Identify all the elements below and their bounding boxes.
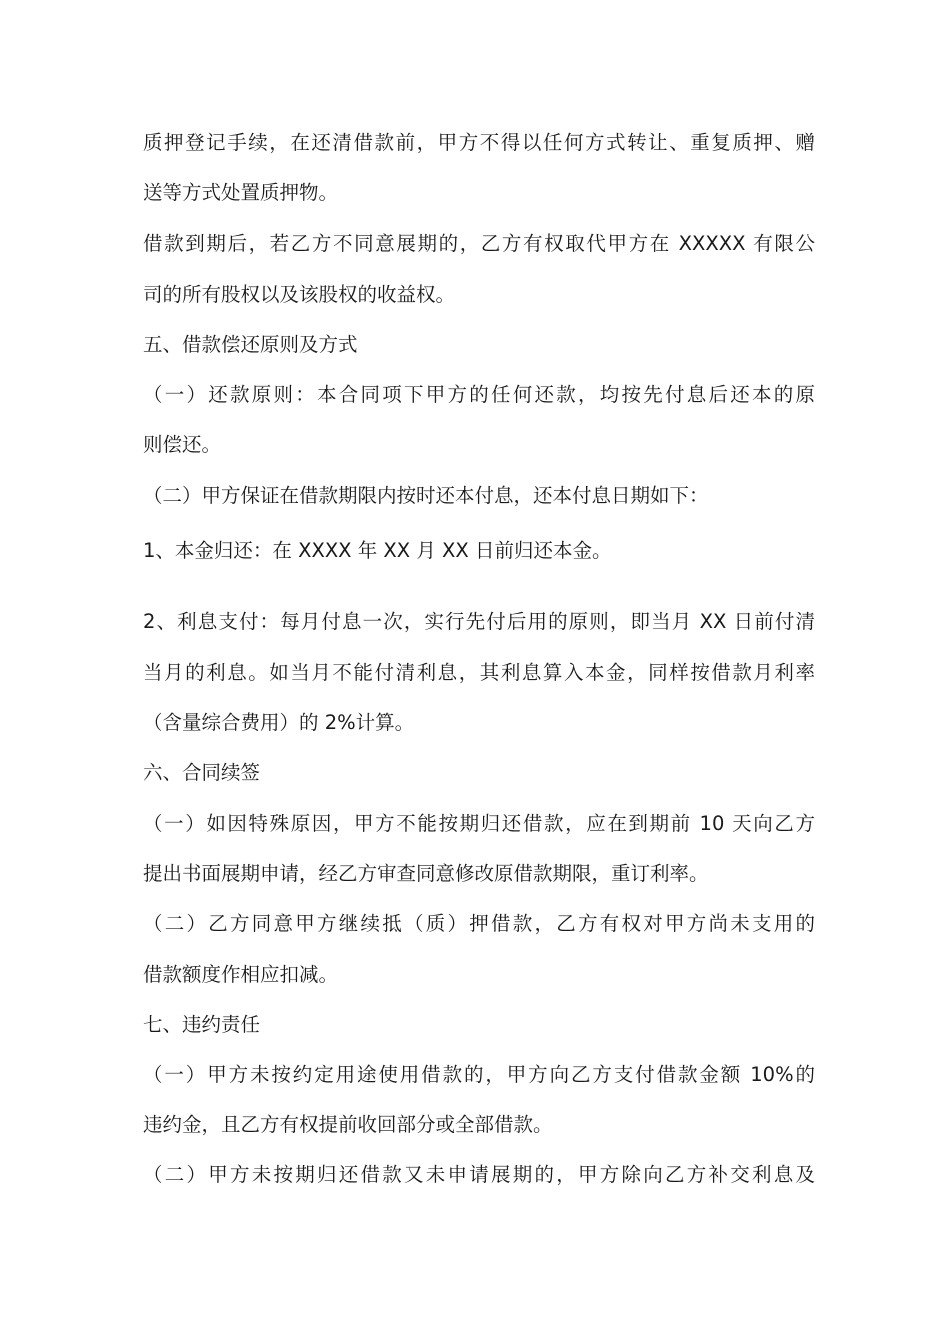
section-heading: 五、借款偿还原则及方式: [143, 333, 358, 356]
text-line: （一）甲方未按约定用途使用借款的，甲方向乙方支付借款金额 10%的: [143, 1063, 815, 1086]
section-heading: 七、违约责任: [143, 1013, 261, 1036]
text-line: 1、本金归还：在 XXXX 年 XX 月 XX 日前归还本金。: [143, 539, 612, 562]
text-line: （一）还款原则：本合同项下甲方的任何还款，均按先付息后还本的原: [143, 383, 815, 406]
text-line: 送等方式处置质押物。: [143, 181, 339, 204]
text-line: （二）乙方同意甲方继续抵（质）押借款，乙方有权对甲方尚未支用的: [143, 912, 815, 935]
text-line: 提出书面展期申请，经乙方审查同意修改原借款期限，重订利率。: [143, 862, 709, 885]
text-line: 2、利息支付：每月付息一次，实行先付后用的原则，即当月 XX 日前付清: [143, 610, 815, 633]
text-line: 质押登记手续，在还清借款前，甲方不得以任何方式转让、重复质押、赠: [143, 131, 815, 154]
text-line: 司的所有股权以及该股权的收益权。: [143, 283, 456, 306]
text-line: （二）甲方保证在借款期限内按时还本付息，还本付息日期如下：: [143, 484, 709, 507]
text-line: （含量综合费用）的 2%计算。: [143, 711, 415, 734]
section-heading: 六、合同续签: [143, 761, 261, 784]
text-line: 借款额度作相应扣减。: [143, 963, 339, 986]
text-line: （二）甲方未按期归还借款又未申请展期的，甲方除向乙方补交利息及: [143, 1163, 815, 1186]
text-line: 当月的利息。如当月不能付清利息，其利息算入本金，同样按借款月利率: [143, 661, 815, 684]
text-line: 违约金，且乙方有权提前收回部分或全部借款。: [143, 1113, 553, 1136]
text-line: （一）如因特殊原因，甲方不能按期归还借款，应在到期前 10 天向乙方: [143, 812, 815, 835]
text-line: 借款到期后，若乙方不同意展期的，乙方有权取代甲方在 XXXXX 有限公: [143, 232, 815, 255]
text-line: 则偿还。: [143, 433, 222, 456]
